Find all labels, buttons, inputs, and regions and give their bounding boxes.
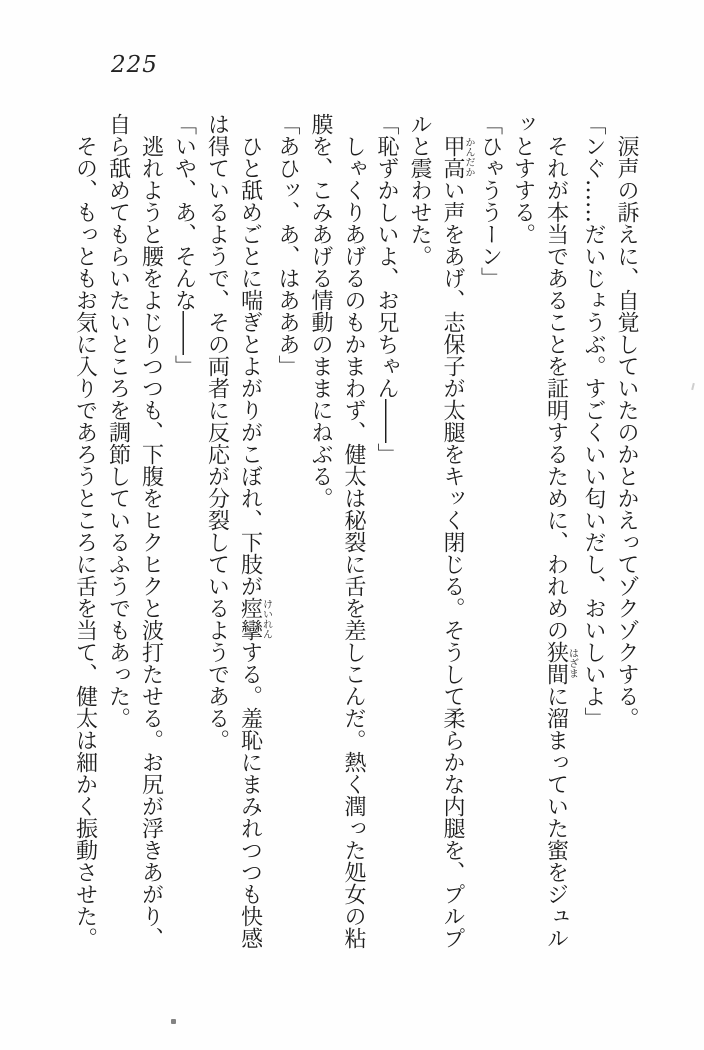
text-line-11: 「あひッ、あ、はあああ」 [275,113,300,377]
ruby-annotated-word: 痙攣けいれん [237,597,272,641]
text-line-12: ひと舐めごとに喘ぎとよがりがこぼれ、下肢が痙攣けいれんする。羞恥にまみれつつも快感 [237,135,272,949]
text-line-7: ルと震わせた。 [407,113,432,267]
text-line-4: ッとすする。 [510,113,536,245]
text-line-17: その、もっともお気に入りであろうところに舌を当て、健太は細かく振動させた。 [72,135,98,949]
text-line-1: 涙声の訴えに、自覚していたのかとかえってゾクゾクする。 [614,135,639,729]
vertical-text-block [72,113,643,961]
text-line-6: 甲高かんだかい声をあげ、志保子が太腿をキッく閉じる。そうして柔らかな内腿を、プルプ [440,135,474,949]
text-line-14: 「いや、あ、そんな――」 [171,113,197,377]
text-line-9: しゃくりあげるのもかまわず、健太は秘裂に舌を差しこんだ。熱く潤った処女の粘 [341,135,366,949]
text-line-15: 逃れようと腰をよじりつつも、下腹をヒクヒクと波打たせる。お尻が浮きあがり、 [138,135,164,949]
text-line-16: 自ら舐めてもらいたいところを調節しているふうでもあった。 [105,113,131,729]
text-line-2: 「ンぐ……だいじょうぶ。すごくいい匂いだし、おいしいよ」 [581,113,606,729]
text-line-3: それが本当であることを証明するために、われめの狭間はざまに溜まっていた蜜をジュル [543,135,578,949]
text-line-10: 膜を、こみあげる情動のままにねぶる。 [308,113,333,509]
scan-artifact-speck [691,383,695,390]
scan-artifact-dot [171,1019,176,1024]
ruby-annotated-word: 狭間はざま [543,641,578,685]
text-line-8: 「恥ずかしいよ、お兄ちゃん――」 [374,113,399,465]
page-number: 225 [111,52,158,78]
text-line-13: は得ているようで、その両者に反応が分裂しているようである。 [204,113,230,751]
ruby-annotated-word: 甲高かんだか [440,135,474,179]
text-line-5: 「ひゃううーン」 [477,113,503,289]
